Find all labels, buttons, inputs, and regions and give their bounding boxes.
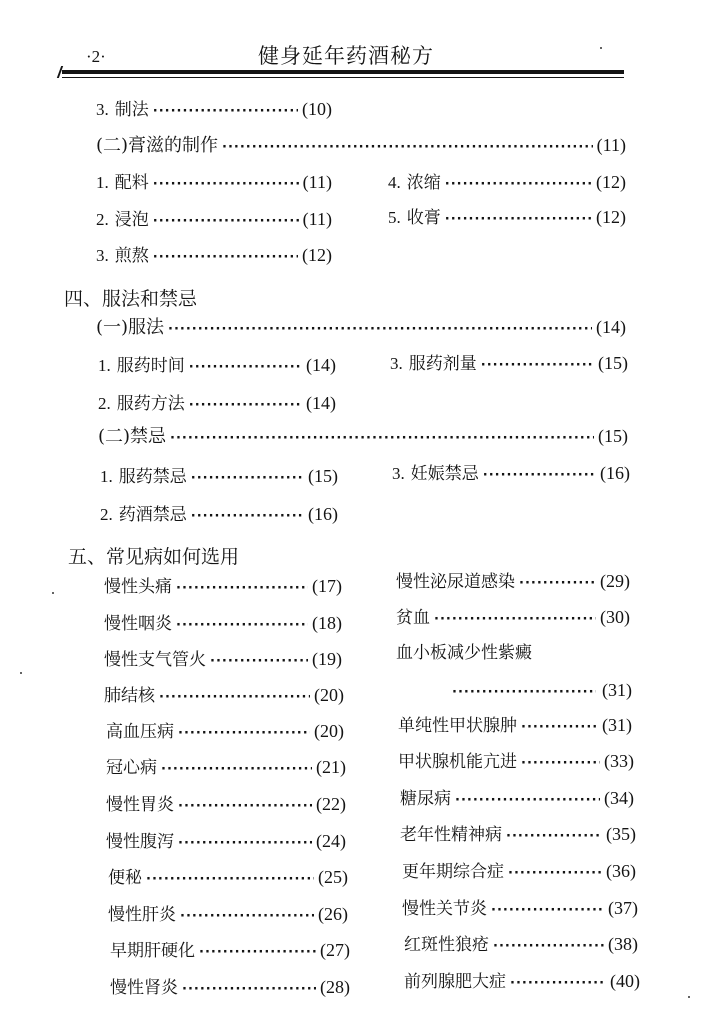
entry-label: 煎熬	[114, 246, 149, 266]
entry-page: (27)	[320, 940, 350, 960]
toc-entry[interactable]	[402, 899, 638, 918]
leader-dots	[153, 178, 299, 191]
toc-entry[interactable]	[96, 246, 332, 265]
entry-label: 血小板减少性紫癜	[396, 643, 532, 663]
entry-page: (19)	[312, 649, 342, 669]
toc-entry[interactable]	[98, 394, 336, 413]
entry-number: 3.	[96, 100, 109, 119]
toc-subheading[interactable]	[98, 427, 628, 446]
entry-page: (37)	[608, 898, 638, 918]
leader-dots	[519, 577, 596, 590]
entry-page: (10)	[302, 99, 332, 119]
toc-entry[interactable]	[396, 645, 630, 662]
entry-page: (31)	[602, 715, 632, 735]
toc-entry[interactable]	[400, 789, 634, 808]
toc-entry[interactable]	[100, 505, 338, 524]
entry-page: (16)	[600, 463, 630, 483]
toc-entry[interactable]	[106, 722, 344, 741]
entry-label: 慢性肝炎	[108, 905, 176, 925]
entry-label: 甲状腺机能亢进	[398, 752, 517, 772]
leader-dots	[452, 685, 596, 700]
entry-page: (14)	[306, 355, 336, 375]
leader-dots	[176, 582, 308, 595]
leader-dots	[146, 873, 314, 886]
entry-label: (一)服法	[96, 317, 165, 338]
entry-number: 5.	[388, 208, 401, 227]
leader-dots	[491, 904, 604, 917]
leader-dots	[153, 105, 298, 118]
toc-entry[interactable]	[404, 935, 638, 954]
entry-label: 冠心病	[106, 758, 157, 778]
leader-dots	[189, 399, 302, 412]
section-heading[interactable]: 四、服法和禁忌	[64, 288, 198, 310]
entry-page: (18)	[312, 613, 342, 633]
scan-speck	[688, 996, 690, 998]
leader-dots	[178, 800, 312, 813]
entry-page: (33)	[604, 751, 634, 771]
entry-label: 更年期综合症	[402, 862, 504, 882]
entry-label: (二)禁忌	[98, 426, 167, 447]
toc-entry[interactable]	[396, 608, 630, 627]
entry-number: 3.	[96, 246, 109, 265]
toc-entry-continuation[interactable]	[452, 680, 632, 701]
leader-dots	[170, 432, 594, 445]
section-heading[interactable]: 五、常见病如何选用	[68, 546, 240, 568]
entry-page: (14)	[596, 317, 626, 337]
entry-page: (17)	[312, 576, 342, 596]
entry-label: 服药方法	[116, 394, 185, 414]
toc-entry[interactable]	[392, 464, 630, 483]
entry-number: 2.	[98, 394, 111, 413]
leader-dots	[521, 757, 600, 770]
leader-dots	[481, 359, 594, 372]
leader-dots	[182, 983, 316, 996]
entry-page: (15)	[598, 353, 628, 373]
entry-number: 3.	[390, 354, 403, 373]
leader-dots	[510, 977, 606, 990]
entry-label: 前列腺肥大症	[404, 972, 506, 992]
leader-dots	[191, 510, 304, 523]
toc-entry[interactable]	[398, 716, 632, 735]
entry-page: (29)	[600, 571, 630, 591]
toc-entry[interactable]	[106, 758, 346, 777]
leader-dots	[161, 763, 312, 776]
entry-page: (21)	[316, 757, 346, 777]
leader-dots	[191, 472, 304, 485]
scan-speck	[20, 672, 22, 674]
leader-dots	[178, 727, 310, 740]
entry-label: 浸泡	[114, 210, 149, 230]
toc-entry[interactable]	[104, 650, 342, 669]
entry-page: (20)	[314, 685, 344, 705]
leader-dots	[445, 178, 592, 191]
entry-page: (40)	[610, 971, 640, 991]
entry-number: 4.	[388, 173, 401, 192]
toc-entry[interactable]	[96, 173, 332, 192]
header-rule-thin	[62, 77, 624, 78]
leader-dots	[199, 946, 316, 959]
entry-page: (30)	[600, 607, 630, 627]
leader-dots	[210, 655, 308, 668]
leader-dots	[178, 837, 312, 850]
toc-entry[interactable]	[110, 941, 350, 960]
entry-page: (34)	[604, 788, 634, 808]
toc-entry[interactable]	[96, 210, 332, 229]
entry-page: (11)	[302, 209, 332, 229]
leader-dots	[493, 940, 604, 953]
entry-page: (20)	[314, 721, 344, 741]
entry-label: 贫血	[396, 608, 430, 628]
entry-page: (24)	[316, 831, 346, 851]
toc-entry[interactable]	[104, 577, 342, 596]
entry-label: 老年性精神病	[400, 825, 502, 845]
entry-label: 高血压病	[106, 722, 174, 742]
running-title: 健身延年药酒秘方	[258, 44, 434, 68]
toc-entry[interactable]	[404, 972, 640, 991]
leader-dots	[153, 215, 299, 228]
entry-label: 肺结核	[104, 686, 155, 706]
leader-dots	[506, 830, 602, 843]
page-number: ·2·	[86, 47, 106, 66]
entry-number: 2.	[100, 505, 113, 524]
toc-entry[interactable]	[400, 825, 636, 844]
entry-page: (15)	[598, 426, 628, 446]
leader-dots	[434, 613, 596, 626]
leader-dots	[222, 141, 593, 154]
entry-label: 慢性咽炎	[104, 614, 172, 634]
leader-dots	[508, 867, 602, 880]
entry-number: 1.	[96, 173, 109, 192]
entry-page: (11)	[596, 135, 626, 155]
scan-speck	[600, 47, 602, 49]
entry-page: (31)	[602, 680, 632, 700]
toc-subheading[interactable]	[96, 318, 626, 337]
entry-page: (22)	[316, 794, 346, 814]
leader-dots	[176, 619, 308, 632]
leader-dots	[445, 213, 592, 226]
leader-dots	[455, 794, 600, 807]
leader-dots	[180, 910, 314, 923]
entry-label: 慢性支气管火	[104, 650, 206, 670]
entry-label: 配料	[114, 173, 149, 193]
toc-entry[interactable]	[98, 356, 336, 375]
entry-label: 收膏	[406, 208, 441, 228]
entry-page: (11)	[302, 172, 332, 192]
entry-number: 2.	[96, 210, 109, 229]
entry-label: 糖尿病	[400, 789, 451, 809]
toc-entry[interactable]	[110, 978, 350, 997]
toc-entry[interactable]	[104, 686, 344, 705]
header-rule-thick	[62, 70, 624, 74]
entry-label: 服药时间	[116, 356, 185, 376]
toc-entry[interactable]	[104, 614, 342, 633]
leader-dots	[159, 691, 310, 704]
entry-label: 妊娠禁忌	[410, 464, 479, 484]
toc-entry[interactable]	[96, 100, 332, 119]
entry-number: 1.	[100, 467, 113, 486]
entry-page: (38)	[608, 934, 638, 954]
toc-subheading[interactable]	[96, 136, 626, 155]
toc-entry[interactable]	[398, 752, 634, 771]
entry-label: 慢性腹泻	[106, 832, 174, 852]
entry-number: 3.	[392, 464, 405, 483]
entry-page: (16)	[308, 504, 338, 524]
entry-page: (15)	[308, 466, 338, 486]
entry-label: 慢性泌尿道感染	[396, 572, 515, 592]
entry-page: (12)	[302, 245, 332, 265]
entry-label: 制法	[114, 100, 149, 120]
toc-entry[interactable]	[390, 354, 628, 373]
toc-entry[interactable]	[108, 868, 348, 887]
leader-dots	[189, 361, 302, 374]
scan-speck	[52, 592, 54, 594]
leader-dots	[153, 251, 298, 264]
toc-entry[interactable]	[388, 208, 626, 227]
toc-entry[interactable]	[106, 795, 346, 814]
entry-label: 服药禁忌	[118, 467, 187, 487]
entry-page: (12)	[596, 172, 626, 192]
entry-label: 慢性头痛	[104, 577, 172, 597]
entry-label: 红斑性狼疮	[404, 935, 489, 955]
toc-entry[interactable]	[402, 862, 636, 881]
toc-entry[interactable]	[100, 467, 338, 486]
entry-label: 慢性肾炎	[110, 978, 178, 998]
entry-page: (25)	[318, 867, 348, 887]
toc-entry[interactable]	[388, 173, 626, 192]
entry-label: 慢性关节炎	[402, 899, 487, 919]
entry-label: 浓缩	[406, 173, 441, 193]
entry-page: (26)	[318, 904, 348, 924]
entry-label: 服药剂量	[408, 354, 477, 374]
entry-number: 1.	[98, 356, 111, 375]
entry-page: (35)	[606, 824, 636, 844]
leader-dots	[521, 721, 598, 734]
entry-label: 药酒禁忌	[118, 505, 187, 525]
leader-dots	[483, 469, 596, 482]
entry-label: 慢性胃炎	[106, 795, 174, 815]
toc-entry[interactable]	[396, 572, 630, 591]
entry-page: (12)	[596, 207, 626, 227]
entry-page: (28)	[320, 977, 350, 997]
entry-page: (36)	[606, 861, 636, 881]
toc-entry[interactable]	[106, 832, 346, 851]
entry-label: 单纯性甲状腺肿	[398, 716, 517, 736]
leader-dots	[168, 323, 592, 336]
entry-page: (14)	[306, 393, 336, 413]
toc-entry[interactable]	[108, 905, 348, 924]
entry-label: 早期肝硬化	[110, 941, 195, 961]
entry-label: (二)膏滋的制作	[96, 135, 219, 156]
entry-label: 便秘	[108, 868, 142, 888]
